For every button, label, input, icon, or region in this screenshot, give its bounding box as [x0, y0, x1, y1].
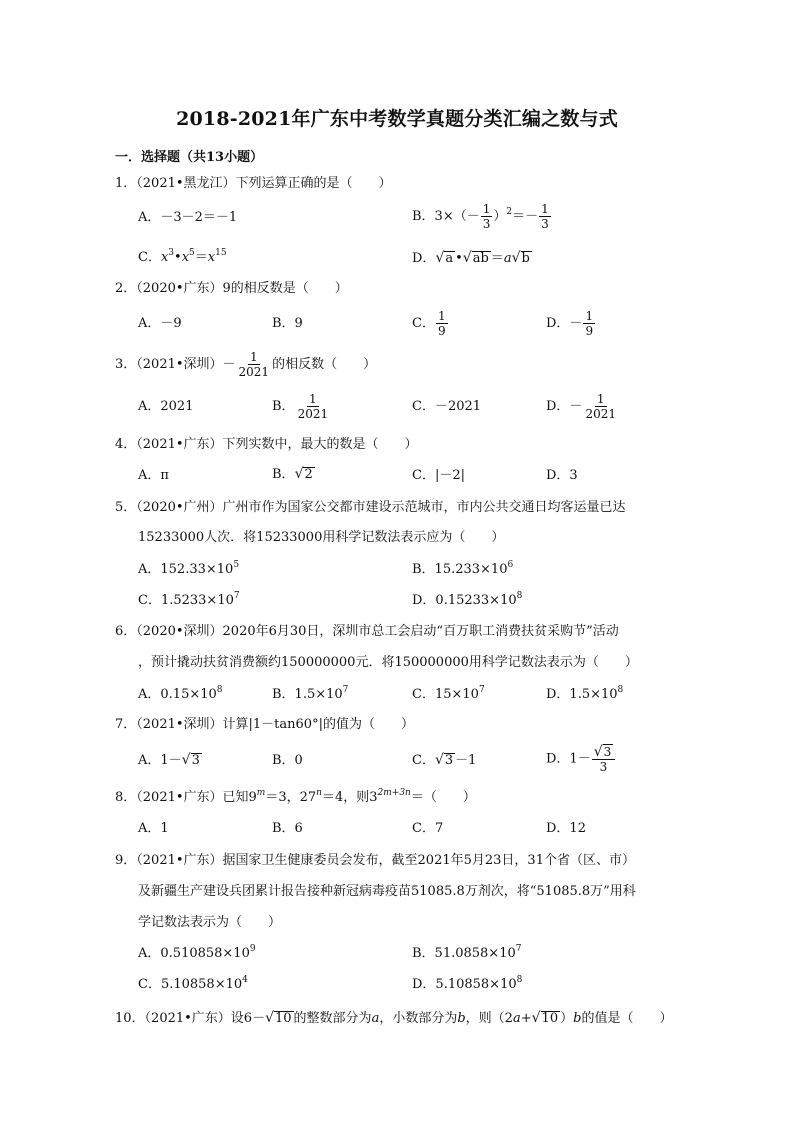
sqrt-icon: √ [434, 752, 444, 768]
sqrt-icon: √ [294, 466, 304, 482]
q4-option-d: D．3 [546, 468, 578, 483]
question-9-stem-line3: 学记数法表示为（ ） [138, 915, 282, 930]
q5-option-d: D．$0.15233\times 10^8$ [412, 591, 523, 608]
question-5-stem-line2: 15233000人次．将15233000用科学记数法表示应为（ ） [138, 530, 505, 545]
q8-option-a: A．1 [138, 821, 169, 836]
question-9-stem-line1: 9．（2021•广东）据国家卫生健康委员会发布，截至2021年5月23日，31个省（区、市） [115, 853, 635, 868]
q9-option-b: B．$51.0858\times 10^7$ [412, 944, 522, 961]
q6-option-b: B．$1.5\times 10^7$ [272, 685, 349, 702]
q3-option-b: B． $\frac{1}{2021}$ [272, 392, 329, 421]
q9-option-d: D．$5.10858\times 10^8$ [412, 975, 523, 992]
q8-option-c: C．7 [412, 821, 444, 836]
sqrt-icon: √ [462, 250, 472, 266]
fraction: $\frac{1}{2021}$ [238, 350, 270, 379]
question-10-stem: 10．（2021•广东）设6－√10 的整数部分为a，小数部分为b，则（2a+√10 ）b的值是（ ） [115, 1010, 673, 1026]
fraction: $\frac{1}{3}$ [541, 202, 549, 231]
sqrt-icon: √ [511, 250, 521, 266]
q4-option-c: C．|－2| [412, 468, 465, 483]
q3-option-a: A．2021 [138, 399, 194, 414]
q6-option-a: A．$0.15\times 10^8$ [138, 685, 223, 702]
q1-option-d: D．√a •√ab ＝a√b [412, 250, 530, 266]
section-heading: 一．选择题（共13小题） [115, 150, 264, 165]
fraction: $\frac{1}{2021}$ [585, 392, 616, 421]
q3-option-d: D．－ $\frac{1}{2021}$ [546, 392, 616, 421]
question-6-stem-line2: ，预计撬动扶贫消费额约150000000元．将150000000用科学记数法表示为（ ） [138, 655, 638, 670]
sqrt-icon: √ [593, 744, 603, 760]
fraction: $\frac{1}{9}$ [585, 309, 594, 338]
q1-option-c: C．$x^3•x^5=x^{15}$ [138, 248, 227, 265]
q4-option-a: A．π [138, 468, 169, 483]
q9-option-a: A．$0.510858\times 10^9$ [138, 944, 256, 961]
question-4-stem: 4．（2021•广东）下列实数中，最大的数是（ ） [115, 437, 418, 452]
q2-option-c: C． $\frac{1}{9}$ [412, 309, 446, 338]
q1-option-a: A．－3－2＝－1 [138, 210, 238, 225]
fraction: $\frac{1}{2021}$ [297, 392, 329, 421]
q3-option-c: C．－2021 [412, 399, 482, 414]
q8-option-b: B．6 [272, 821, 303, 836]
question-3-stem: 3．（2021•深圳）－ $\frac{1}{2021}$ 的相反数（ ） [115, 350, 377, 379]
sqrt-icon: √ [181, 752, 191, 768]
q2-option-a: A．－9 [138, 316, 182, 331]
question-1-stem: 1．（2021•黑龙江）下列运算正确的是（ ） [115, 176, 392, 191]
q2-option-d: D．－ $\frac{1}{9}$ [546, 309, 594, 338]
sqrt-icon: √ [435, 250, 445, 266]
q1-option-b: B．3×（－ $\frac{1}{3}$ ）$^2$＝－ $\frac{1}{3}$ [412, 202, 549, 231]
question-9-stem-line2: 及新疆生产建设兵团累计报告接种新冠病毒疫苗51085.8万剂次，将“51085.8万”用科 [138, 884, 636, 899]
q6-option-c: C．$15\times 10^7$ [412, 685, 485, 702]
q5-option-b: B．$15.233\times 10^6$ [412, 560, 514, 577]
q8-option-d: D．12 [546, 821, 586, 836]
q4-option-b: B．√2 [272, 466, 313, 482]
q5-option-c: C．$1.5233\times 10^7$ [138, 591, 240, 608]
q7-option-b: B．0 [272, 753, 303, 768]
fraction: $\frac{1}{9}$ [437, 309, 446, 338]
fraction: $\frac{1}{3}$ [482, 202, 491, 231]
question-2-stem: 2．（2020•广东）9的相反数是（ ） [115, 281, 348, 296]
question-8-stem: 8．（2021•广东）已知$9^m=3$，$27^n=4$，则$3^{2m+3n}=$（ ） [115, 788, 476, 805]
sqrt-icon: √ [531, 1010, 541, 1026]
fraction: $\frac{√3}{3}$ [592, 744, 616, 774]
question-6-stem-line1: 6．（2020•深圳）2020年6月30日，深圳市总工会启动“百万职工消费扶贫采购节”活动 [115, 624, 619, 639]
sqrt-icon: √ [265, 1010, 274, 1026]
q9-option-c: C．$5.10858\times 10^4$ [138, 975, 248, 992]
page-title: 2018-2021年广东中考数学真题分类汇编之数与式 [176, 108, 618, 130]
q7-option-d: D．1－ $\frac{√3}{3}$ [546, 744, 616, 774]
question-5-stem-line1: 5．（2020•广州）广州市作为国家公交都市建设示范城市，市内公共交通日均客运量已达 [115, 500, 626, 515]
question-7-stem: 7．（2021•深圳）计算|1－tan60°|的值为（ ） [115, 717, 414, 732]
q5-option-a: A．$152.33\times 10^5$ [138, 560, 240, 577]
q7-option-c: C．√3 －1 [412, 752, 477, 768]
q2-option-b: B．9 [272, 316, 303, 331]
q7-option-a: A．1－√3 [138, 752, 200, 768]
q6-option-d: D．$1.5\times 10^8$ [546, 685, 624, 702]
